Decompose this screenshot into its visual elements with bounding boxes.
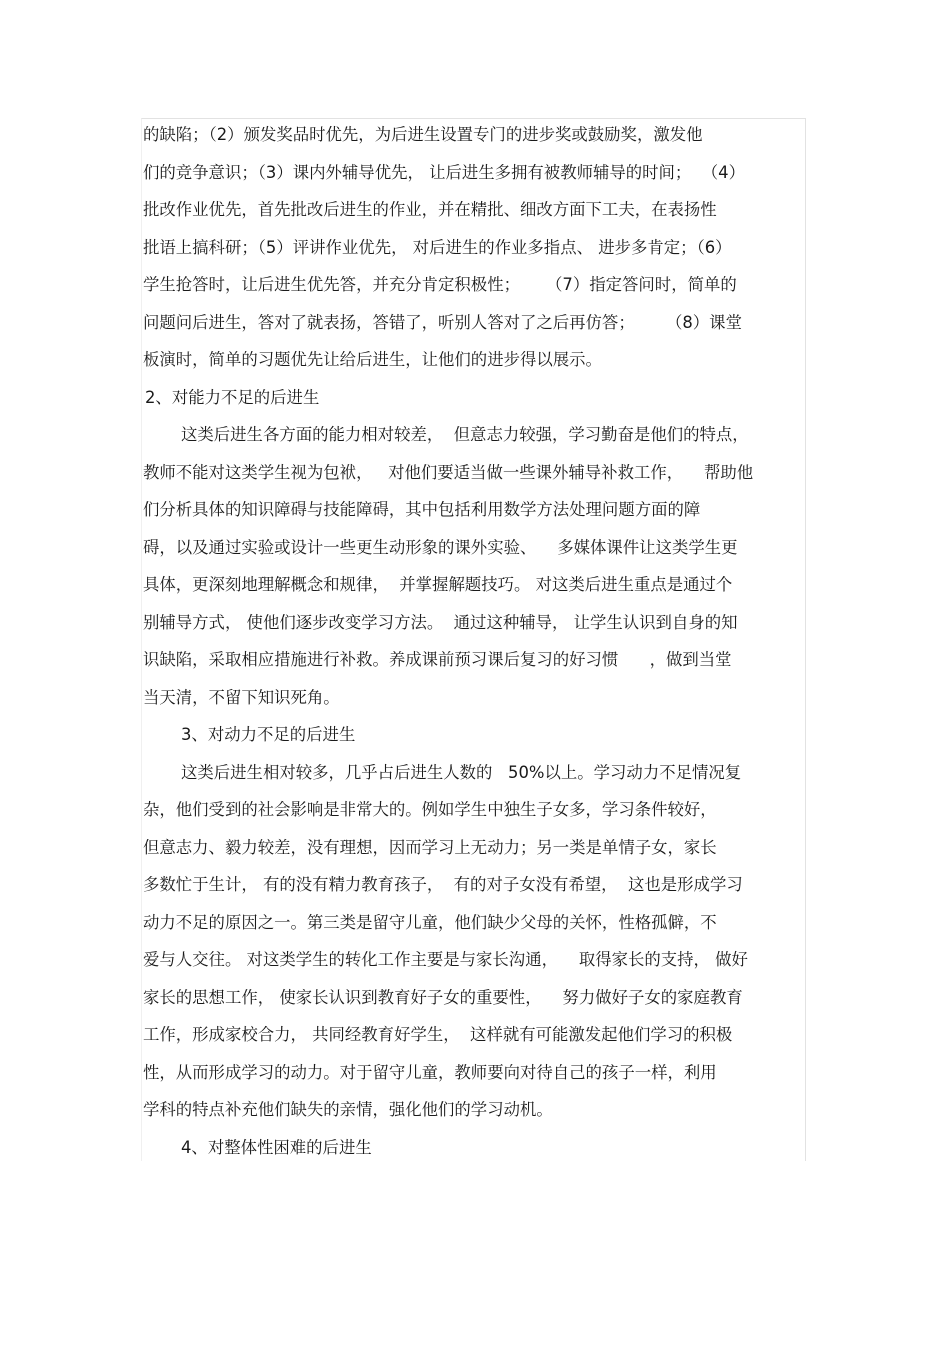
section-heading-line: 2、对能力不足的后进生 [145,387,320,407]
document-body [143,116,805,1166]
paragraph-line: 的缺陷；（2）颁发奖品时优先，为后进生设置专门的进步奖或鼓励奖，激发他 [143,125,703,144]
paragraph-line: 多数忙于生计， 有的没有精力教育孩子， 有的对子女没有希望， 这也是形成学习 [143,875,743,894]
paragraph-line: 板演时，简单的习题优先让给后进生，让他们的进步得以展示。 [143,350,602,369]
paragraph-line: 工作，形成家校合力， 共同经教育好学生， 这样就有可能激发起他们学习的积极 [143,1025,733,1044]
section-heading-line: 这类后进生相对较多，几乎占后进生人数的 50%以上。学习动力不足情况复 [181,762,742,782]
paragraph-line: 批改作业优先，首先批改后进生的作业，并在精批、细改方面下工夫，在表扬性 [143,200,717,219]
paragraph-line: 问题问后进生，答对了就表扬，答错了，听别人答对了之后再仿答； （8）课堂 [143,312,742,332]
section-heading-line: 4、对整体性困难的后进生 [181,1137,372,1157]
section-heading-line: 3、对动力不足的后进生 [181,725,356,744]
paragraph-line: 们的竞争意识；（3）课内外辅导优先， 让后进生多拥有被教师辅导的时间； （4） [143,162,745,182]
paragraph-line: 爱与人交往。 对这类学生的转化工作主要是与家长沟通， 取得家长的支持， 做好 [143,950,748,969]
paragraph-line: 动力不足的原因之一。第三类是留守儿童，他们缺少父母的关怀，性格孤僻，不 [143,912,717,932]
paragraph-line: 别辅导方式， 使他们逐步改变学习方法。 通过这种辅导， 让学生认识到自身的知 [143,612,738,632]
paragraph-line: 性，从而形成学习的动力。对于留守儿童，教师要向对待自己的孩子一样，利用 [143,1062,717,1082]
paragraph-line: 具体，更深刻地理解概念和规律， 并掌握解题技巧。 对这类后进生重点是通过个 [143,575,733,594]
paragraph-line: 家长的思想工作， 使家长认识到教育好子女的重要性， 努力做好子女的家庭教育 [143,987,743,1007]
paragraph-line: 批语上搞科研；（5）评讲作业优先， 对后进生的作业多指点、 进步多肯定；（6） [143,237,732,257]
paragraph-line: 当天清，不留下知识死角。 [143,687,340,707]
section-heading-line: 这类后进生各方面的能力相对较差， 但意志力较强，学习勤奋是他们的特点， [181,425,749,444]
paragraph-line: 教师不能对这类学生视为包袱， 对他们要适当做一些课外辅导补救工作， 帮助他 [143,462,754,482]
paragraph-line: 识缺陷，采取相应措施进行补救。养成课前预习课后复习的好习惯 ，做到当堂 [143,650,732,669]
paragraph-line: 碍，以及通过实验或设计一些更生动形象的课外实验、 多媒体课件让这类学生更 [143,537,738,557]
paragraph-line: 但意志力、毅力较差，没有理想，因而学习上无动力；另一类是单情子女，家长 [143,837,717,857]
paragraph-line: 学生抢答时，让后进生优先答，并充分肯定积极性； （7）指定答问时，简单的 [143,275,737,294]
paragraph-line: 杂，他们受到的社会影响是非常大的。例如学生中独生子女多，学习条件较好， [143,800,717,819]
paragraph-line: 们分析具体的知识障碍与技能障碍，其中包括利用数学方法处理问题方面的障 [143,500,701,519]
paragraph-line: 学科的特点补充他们缺失的亲情，强化他们的学习动机。 [143,1100,553,1119]
